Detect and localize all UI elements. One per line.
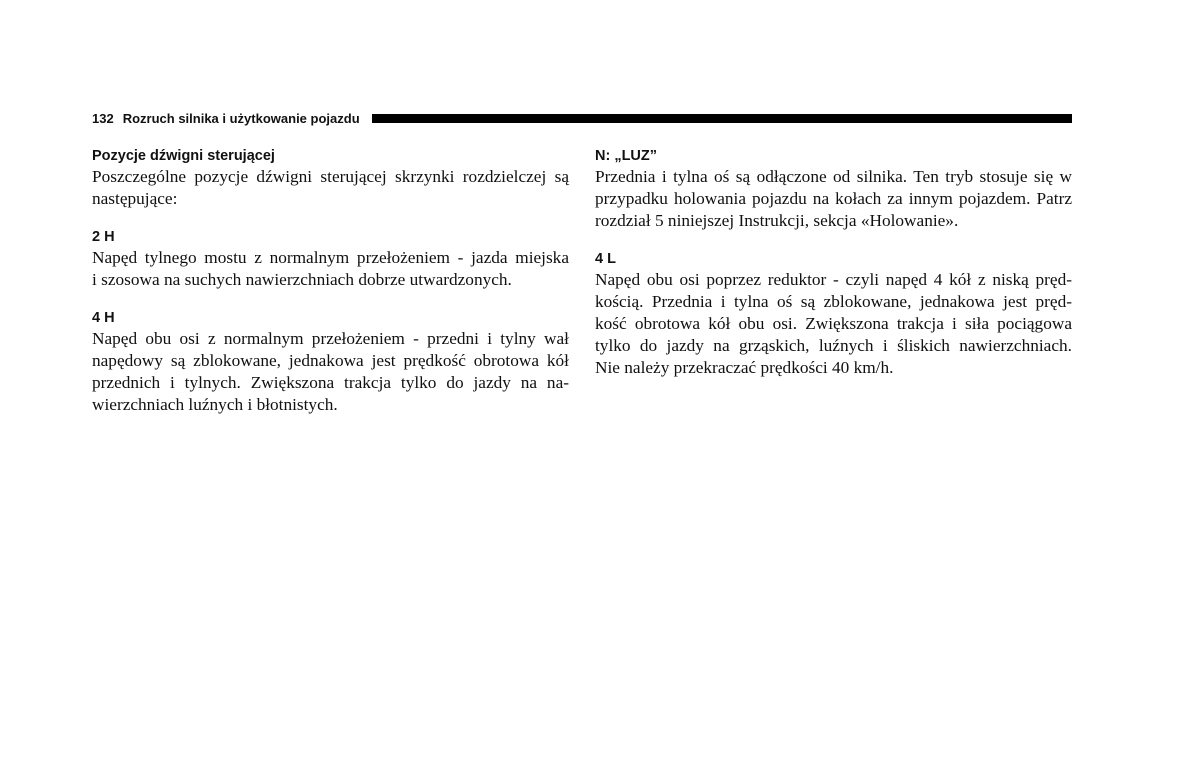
text-line: Napęd tylnego mostu z normalnym przełożeniem - jazda miejska	[92, 248, 569, 267]
text-line: przypadku holowania pojazdu na kołach za innym pojazdem. Patrz	[595, 189, 1072, 208]
text-4l	[595, 269, 1072, 379]
text-lever-positions	[92, 166, 569, 210]
left-column	[92, 146, 569, 433]
text-line: Nie należy przekraczać prędkości 40 km/h.	[595, 358, 894, 377]
text-line: rozdział 5 niniejszej Instrukcji, sekcja «Holowanie».	[595, 211, 959, 230]
header-rule	[372, 114, 1072, 123]
text-2h	[92, 247, 569, 291]
text-4h	[92, 328, 569, 416]
text-line: kością. Przednia i tylna oś są zblokowane, jednakowa jest pręd-	[595, 292, 1072, 311]
text-line: tylko do jazdy na grząskich, luźnych i śliskich nawierzchniach.	[595, 336, 1072, 355]
block-4h	[92, 308, 569, 416]
section-title: Rozruch silnika i użytkowanie pojazdu	[122, 110, 360, 126]
text-line: wierzchniach luźnych i błotnistych.	[92, 395, 338, 414]
block-2h	[92, 227, 569, 291]
text-line: następujące:	[92, 189, 178, 208]
heading-2h: 2 H	[92, 229, 115, 245]
heading-4h: 4 H	[92, 310, 115, 326]
text-line: Przednia i tylna oś są odłączone od silnika. Ten tryb stosuje się w	[595, 167, 1072, 186]
page-header	[92, 108, 1072, 128]
block-lever-positions	[92, 146, 569, 210]
heading-4l: 4 L	[595, 251, 616, 267]
text-neutral	[595, 166, 1072, 232]
text-line: i szosowa na suchych nawierzchniach dobrze utwardzonych.	[92, 270, 512, 289]
block-4l	[595, 249, 1072, 379]
page-number: 132	[92, 110, 114, 126]
text-line: Poszczególne pozycje dźwigni sterującej skrzynki rozdzielczej są	[92, 167, 569, 186]
right-column	[595, 146, 1072, 396]
heading-neutral: N: „LUZ”	[595, 148, 658, 164]
heading-lever-positions: Pozycje dźwigni sterującej	[92, 148, 275, 164]
block-neutral	[595, 146, 1072, 232]
text-line: przednich i tylnych. Zwiększona trakcja tylko do jazdy na na-	[92, 373, 569, 392]
text-line: Napęd obu osi poprzez reduktor - czyli napęd 4 kół z niską pręd-	[595, 270, 1072, 289]
text-line: napędowy są zblokowane, jednakowa jest prędkość obrotowa kół	[92, 351, 569, 370]
text-line: kość obrotowa kół obu osi. Zwiększona trakcja i siła pociągowa	[595, 314, 1072, 333]
text-line: Napęd obu osi z normalnym przełożeniem - przedni i tylny wał	[92, 329, 569, 348]
